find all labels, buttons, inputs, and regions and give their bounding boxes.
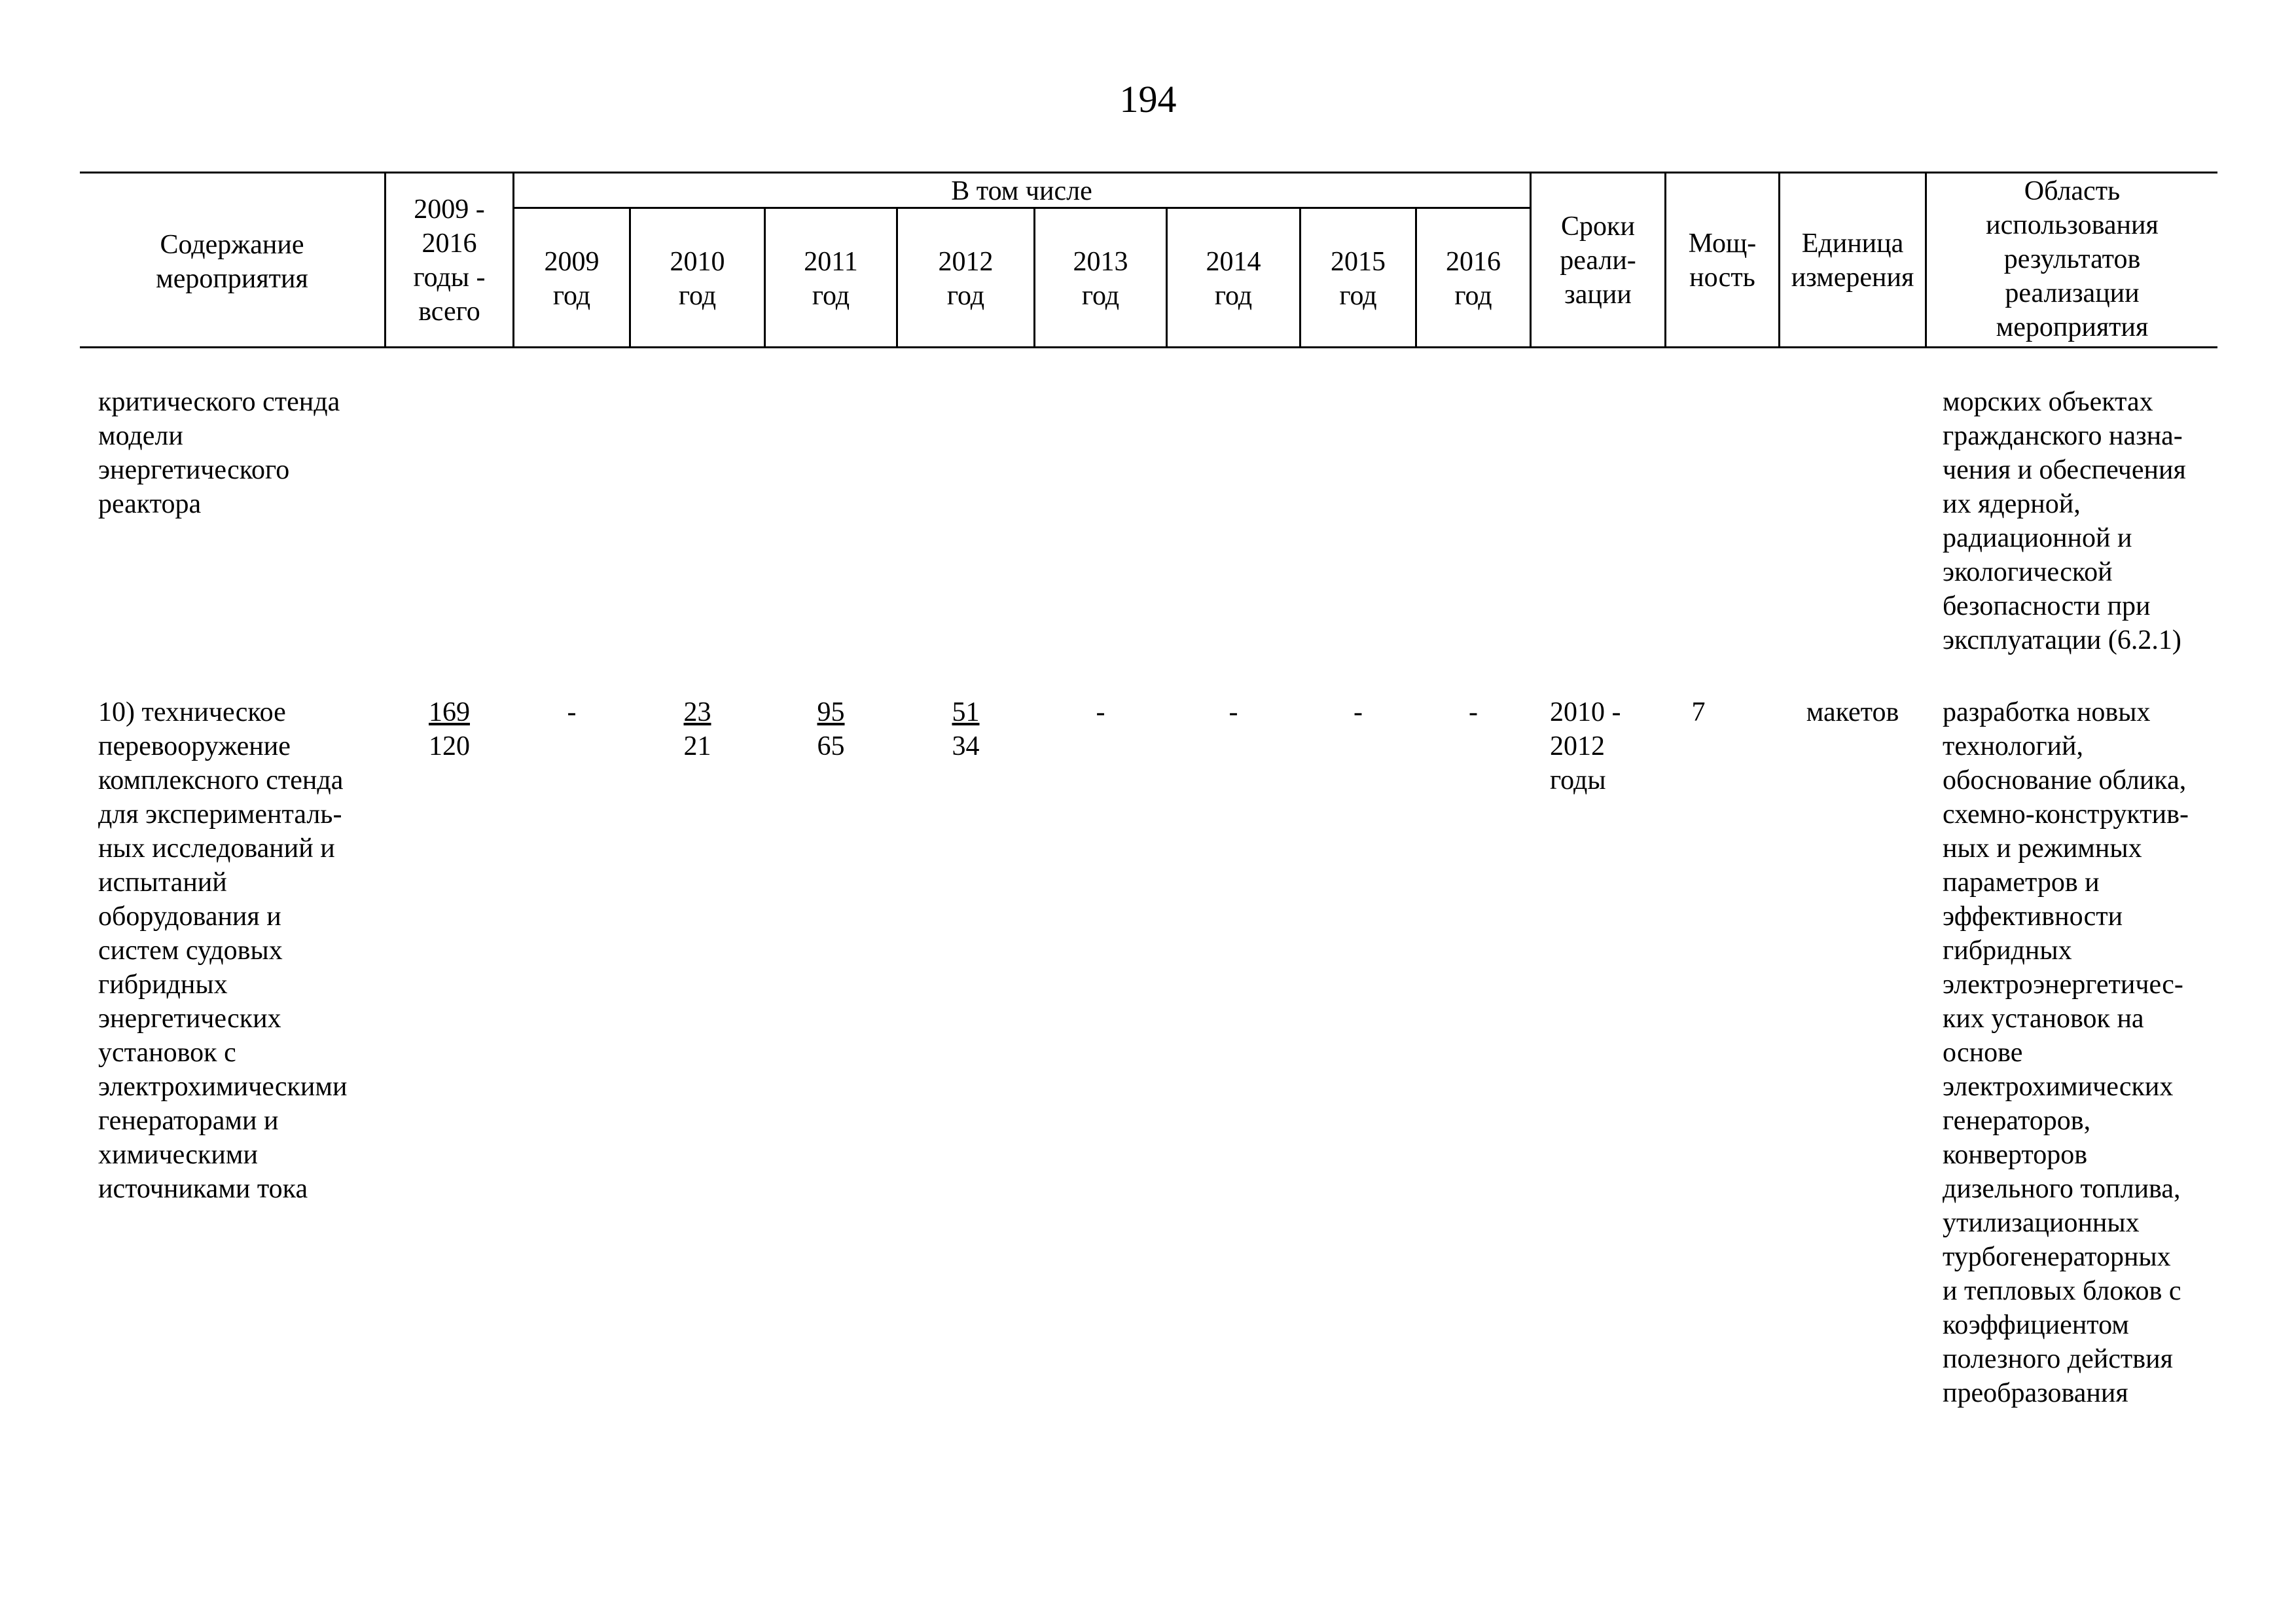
cell-2015: - — [1354, 697, 1363, 727]
cell-area: разработка новых технологий, обоснование облика, схемно-конструктив- ных и режимных параметров и эффективности гибридных электроэнергетичес- ких установок на основе электрохимических генераторов, конверторов дизельного топлива, утилизационных турбогенераторных и тепловых блоков с коэффициентом полезного действия преобразования — [1943, 697, 2189, 1408]
cell-2011-top: 95 — [817, 697, 845, 727]
header-including: В том числе — [951, 176, 1092, 206]
cell-2010-top: 23 — [683, 697, 711, 727]
cell-2012-bottom: 34 — [952, 731, 980, 761]
cell-unit: макетов — [1806, 697, 1899, 727]
cell-2013: - — [1096, 697, 1105, 727]
header-year-2014: 2014 год — [1206, 247, 1261, 311]
header-power: Мощ- ность — [1688, 228, 1757, 293]
cell-2010-bottom: 21 — [683, 731, 711, 761]
header-year-2012: 2012 год — [938, 247, 994, 311]
header-year-2011: 2011 год — [804, 247, 858, 311]
cell-2016: - — [1469, 697, 1478, 727]
header-bottom-rule — [80, 346, 2217, 348]
cell-2014: - — [1229, 697, 1238, 727]
header-year-2010: 2010 год — [670, 247, 725, 311]
header-terms: Сроки реали- зации — [1560, 211, 1636, 310]
header-year-2013: 2013 год — [1073, 247, 1128, 311]
cell-total-top: 169 — [429, 697, 470, 727]
cell-content: критического стенда модели энергетического реактора — [98, 387, 340, 519]
cell-2009: - — [567, 697, 577, 727]
cell-2012-top: 51 — [952, 697, 980, 727]
header-total: 2009 - 2016 годы - всего — [413, 194, 486, 327]
cell-area: морских объектах гражданского назна- чения и обеспечения их ядерной, радиационной и экологической безопасности при эксплуатации (6.2.1) — [1943, 387, 2186, 655]
page-number: 194 — [1119, 78, 1177, 120]
cell-power: 7 — [1691, 697, 1706, 727]
header-year-2016: 2016 год — [1446, 247, 1501, 311]
header-year-2009: 2009 год — [544, 247, 600, 311]
cell-terms: 2010 - 2012 годы — [1550, 697, 1621, 795]
header-unit: Единица измерения — [1791, 228, 1914, 293]
cell-2011-bottom: 65 — [817, 731, 845, 761]
cell-content: 10) техническое перевооружение комплексного стенда для эксперименталь- ных исследований и испытаний оборудования и систем судовых гибридных энергетических установок с электрохимическими генераторами и химическими источниками тока — [98, 697, 348, 1204]
header-area: Область использования результатов реализации мероприятия — [1986, 176, 2159, 342]
header-year-2015: 2015 год — [1331, 247, 1386, 311]
header-top-rule — [80, 172, 2217, 173]
cell-total-bottom: 120 — [429, 731, 470, 761]
header-content: Содержание мероприятия — [156, 230, 308, 294]
